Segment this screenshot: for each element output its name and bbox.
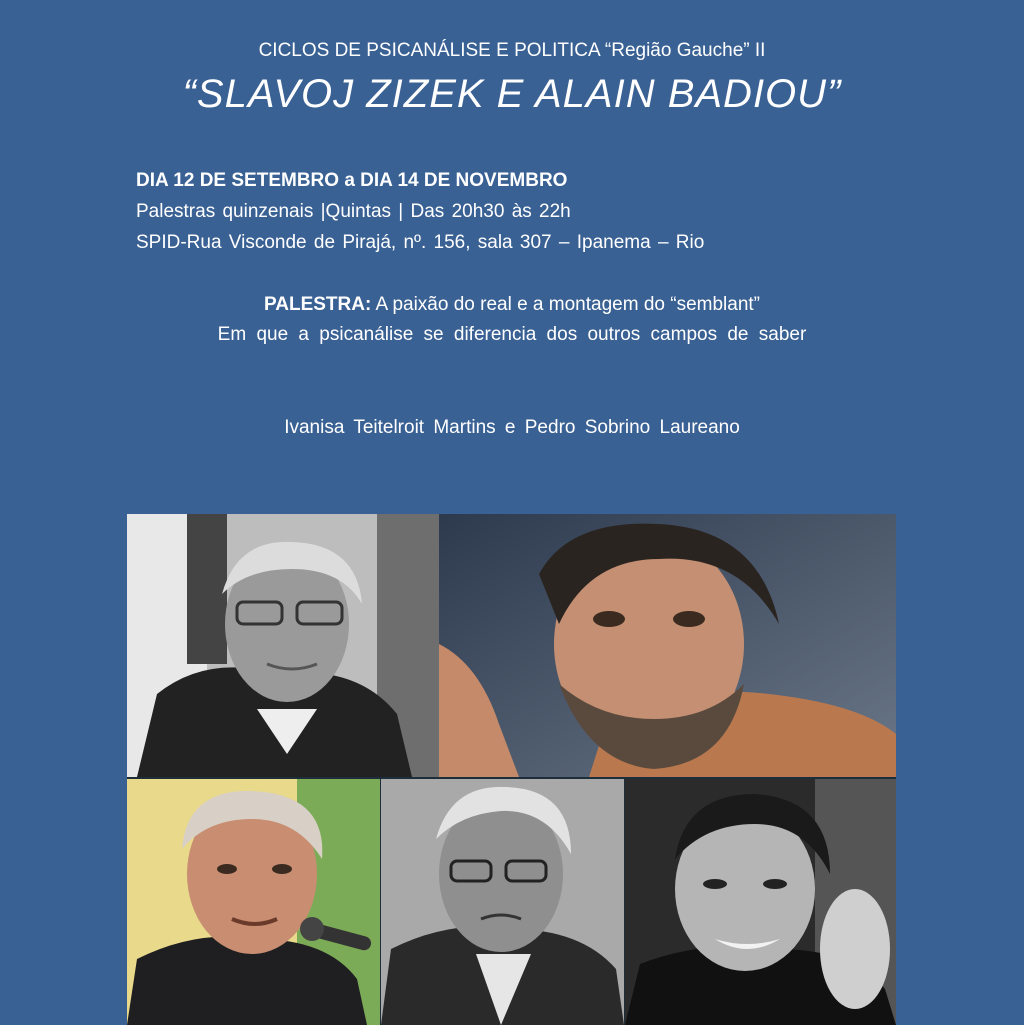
talk-heading bbox=[0, 294, 1024, 316]
event-dates: DIA 12 DE SETEMBRO a DIA 14 DE NOVEMBRO bbox=[136, 170, 568, 191]
event-address: SPID-Rua Visconde de Pirajá, nº. 156, sala 307 – Ipanema – Rio bbox=[136, 232, 705, 253]
photo-collage bbox=[127, 514, 896, 1025]
portrait-photo-1 bbox=[127, 514, 439, 777]
portrait-photo-3 bbox=[127, 779, 380, 1025]
talk-subtitle: Em que a psicanálise se diferencia dos outros campos de saber bbox=[217, 324, 807, 345]
portrait-photo-5 bbox=[625, 779, 896, 1025]
portrait-photo-2 bbox=[439, 514, 896, 777]
poster-title: “SLAVOJ ZIZEK E ALAIN BADIOU” bbox=[182, 72, 842, 116]
talk-topic: A paixão do real e a montagem do “semblant” bbox=[371, 294, 760, 315]
portrait-photo-4 bbox=[381, 779, 624, 1025]
talk-label: PALESTRA: bbox=[264, 294, 372, 315]
event-schedule: Palestras quinzenais |Quintas | Das 20h30 às 22h bbox=[136, 201, 571, 222]
speakers: Ivanisa Teitelroit Martins e Pedro Sobrino Laureano bbox=[284, 417, 740, 438]
series-heading: CICLOS DE PSICANÁLISE E POLITICA “Região Gauche” II bbox=[258, 40, 766, 61]
